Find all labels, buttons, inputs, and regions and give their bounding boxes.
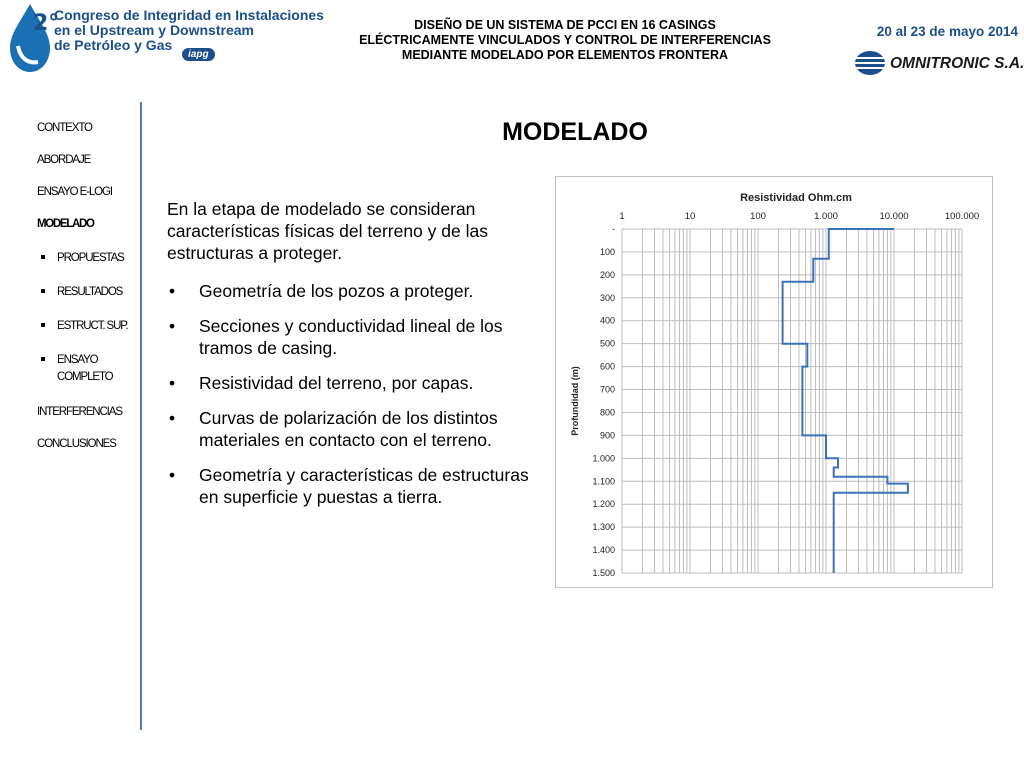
company-name: OMNITRONIC S.A.: [890, 55, 1024, 72]
nav-item-conclusiones[interactable]: CONCLUSIONES: [37, 438, 116, 450]
congress-number: 2°: [33, 11, 60, 36]
company-logo: [854, 50, 1024, 76]
nav-item-resultados[interactable]: RESULTADOS: [37, 284, 141, 301]
y-tick-label: 1.100: [592, 476, 615, 487]
y-tick-label: 800: [599, 407, 615, 418]
congress-line-2: en el Upstream y Downstream: [54, 22, 254, 38]
nav-item-abordaje[interactable]: ABORDAJE: [37, 154, 91, 166]
bullet-item: • Resistividad del terreno, por capas.: [167, 372, 545, 394]
bullet-item: • Geometría y características de estructuras en superficie y puestas a tierra.: [167, 464, 545, 508]
nav-item-propuestas[interactable]: PROPUESTAS: [37, 250, 141, 267]
nav-item-contexto[interactable]: CONTEXTO: [37, 122, 92, 134]
y-tick-label: 1.500: [592, 568, 615, 578]
y-tick-label: 900: [599, 430, 615, 441]
x-tick-label: 100.000: [944, 211, 980, 222]
y-tick-label: 1.200: [592, 499, 615, 510]
intro-paragraph: En la etapa de modelado se consideran características físicas del terreno y de las estructuras a proteger.: [167, 199, 488, 263]
title-line-1: DISEÑO DE UN SISTEMA DE PCCI EN 16 CASINGS: [414, 18, 716, 32]
congress-line-3: de Petróleo y Gas: [54, 37, 173, 53]
x-tick-label: 1: [619, 211, 625, 222]
chart-title: Resistividad Ohm.cm: [740, 192, 852, 204]
title-line-3: MEDIANTE MODELADO POR ELEMENTOS FRONTERA: [401, 48, 729, 62]
y-tick-label: 500: [599, 338, 615, 349]
nav-item-ensayo-completo[interactable]: ENSAYO COMPLETO: [37, 352, 127, 386]
resistivity-chart: [555, 176, 993, 588]
x-tick-label: 1.000: [814, 211, 838, 222]
bullet-item: • Secciones y conductividad lineal de los tramos de casing.: [167, 315, 545, 359]
congress-name: [54, 8, 324, 53]
y-tick-label: 700: [599, 384, 615, 395]
nav-item-modelado[interactable]: MODELADO: [37, 218, 94, 230]
bullet-item: • Geometría de los pozos a proteger.: [167, 280, 545, 302]
event-date: 20 al 23 de mayo 2014: [876, 24, 1018, 39]
bullet-list: [167, 280, 545, 508]
y-tick-label: 200: [599, 269, 615, 280]
congress-line-1: Congreso de Integridad en Instalaciones: [54, 7, 324, 23]
y-tick-label: 1.400: [592, 545, 615, 556]
chart-svg: [556, 177, 992, 587]
x-tick-label: 10: [684, 211, 696, 222]
bullet-item: • Curvas de polarización de los distintos materiales en contacto con el terreno.: [167, 407, 545, 451]
content-body: [167, 198, 545, 521]
y-tick-label: 1.300: [592, 522, 615, 533]
y-tick-label: 400: [599, 315, 615, 326]
globe-icon: [854, 50, 886, 76]
nav-item-ensayo-e-logi[interactable]: ENSAYO E-LOGI: [37, 186, 112, 198]
y-axis-label: Profundidad (m): [570, 366, 580, 436]
water-drop-icon: [6, 2, 60, 74]
y-tick-label: 100: [599, 246, 615, 257]
page-title: MODELADO: [502, 118, 648, 146]
nav-item-interferencias[interactable]: INTERFERENCIAS: [37, 406, 122, 418]
y-tick-label: -: [612, 224, 615, 234]
congress-logo: [6, 2, 324, 74]
x-tick-label: 10.000: [879, 211, 909, 222]
y-tick-label: 1.000: [592, 453, 615, 464]
y-tick-label: 300: [599, 292, 615, 303]
sidebar-divider: [140, 102, 142, 730]
sidebar-nav: [37, 122, 141, 450]
resistivity-series-line: [783, 229, 908, 573]
nav-item-estruct-sup[interactable]: ESTRUCT. SUP.: [37, 318, 141, 335]
iapg-badge: iapg: [182, 48, 215, 61]
x-tick-label: 100: [750, 211, 766, 222]
presentation-title: [318, 18, 812, 63]
title-line-2: ELÉCTRICAMENTE VINCULADOS Y CONTROL DE INTERFERENCIAS: [359, 33, 771, 47]
y-tick-label: 600: [599, 361, 615, 372]
